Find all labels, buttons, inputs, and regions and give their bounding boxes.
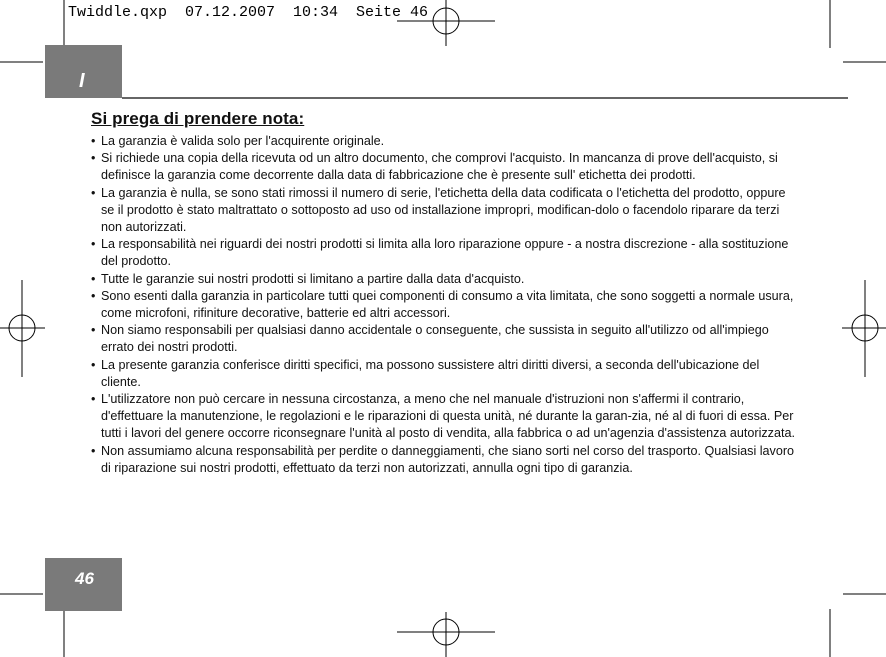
section-title: Si prega di prendere nota: (91, 109, 305, 128)
note-item: • Non siamo responsabili per qualsiasi danno accidentale o conseguente, che sussista in seguito all'utilizzo od all'impiego errato dei nostri prodotti. (91, 322, 801, 356)
header-rule (122, 97, 848, 99)
note-item: • La garanzia è nulla, se sono stati rimossi il numero di serie, l'etichetta della data codificata o l'etichetta del prodotto, oppure se il prodotto è stato maltrattato o sottoposto ad uso od installazione impropri, modifican-dolo o facendolo riparare da terzi non autorizzati. (91, 185, 801, 237)
note-item: • Tutte le garanzie sui nostri prodotti si limitano a partire dalla data d'acquisto. (91, 271, 801, 288)
note-item: • La garanzia è valida solo per l'acquirente originale. (91, 133, 801, 150)
registration-target-bottom (397, 612, 495, 657)
warranty-notes-section (91, 109, 801, 477)
page-number-tab (45, 558, 122, 611)
note-item: • Si richiede una copia della ricevuta od un altro documento, che comprovi l'acquisto. In mancanza di prove dell'acquisto, si definisce la garanzia come decorrente dalla data di fabbricazione che è presente sull' etichetta dei prodotti. (91, 150, 801, 184)
notes-list (91, 133, 801, 477)
page-number: 46 (75, 569, 94, 588)
language-tab (45, 45, 122, 98)
registration-target-right (842, 280, 886, 377)
registration-target-left (0, 280, 45, 377)
language-tab-label: I (79, 70, 85, 92)
print-slug-header: Twiddle.qxp 07.12.2007 10:34 Seite 46 (68, 4, 429, 21)
note-item: • L'utilizzatore non può cercare in nessuna circostanza, a meno che nel manuale d'istruzioni non s'affermi il contrario, d'effettuare la manutenzione, le regolazioni e le riparazioni di questa unità, né durante la garan-zia, né al di fuori di essa. Per tutti i lavori del genere occorre riconsegnare l'unità al posto di vendita, alla fabbrica o ad un'agenzia d'assistenza autorizzata. (91, 391, 801, 443)
note-item: • Non assumiamo alcuna responsabilità per perdite o danneggiamenti, che siano sorti nel corso del trasporto. Qualsiasi lavoro di riparazione sui nostri prodotti, effettuato da terzi non autorizzati, annulla ogni tipo di garanzia. (91, 443, 801, 477)
note-item: • La presente garanzia conferisce diritti specifici, ma possono sussistere altri diritti diversi, a seconda dell'ubicazione del cliente. (91, 357, 801, 391)
note-item: • Sono esenti dalla garanzia in particolare tutti quei componenti di consumo a vita limitata, che sono soggetti a normale usura, come microfoni, rifiniture decorative, batterie ed altri accessori. (91, 288, 801, 322)
note-item: • La responsabilità nei riguardi dei nostri prodotti si limita alla loro riparazione oppure - a nostra discrezione - alla sostituzione del prodotto. (91, 236, 801, 270)
